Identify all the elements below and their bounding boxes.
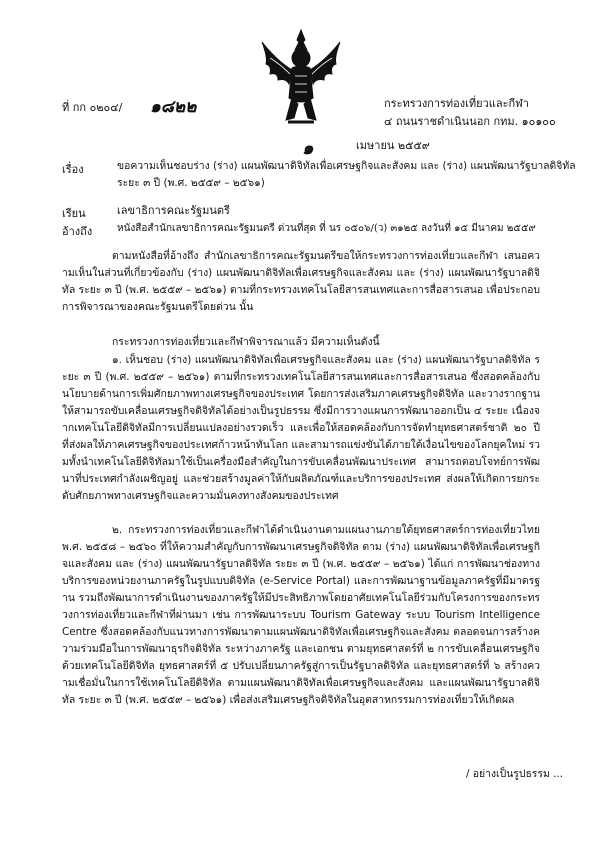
subject-label: เรื่อง xyxy=(62,163,84,176)
to-value: เลขาธิการคณะรัฐมนตรี xyxy=(117,204,230,217)
date-month-year: เมษายน ๒๕๕๙ xyxy=(356,139,430,152)
reference-value: หนังสือสำนักเลขาธิการคณะรัฐมนตรี ด่วนที่สุด ที่ นร ๐๕๐๖/(ว) ๓๑๒๕ ลงวันที่ ๑๕ มีนาคม ๒๕๕๙ xyxy=(117,223,536,234)
continuation-note: / อย่างเป็นรูปธรรม ... xyxy=(466,768,564,780)
document-number-handwritten: ๑๘๒๒ xyxy=(150,97,197,117)
subject-line-2: ระยะ ๓ ปี (พ.ศ. ๒๕๕๙ – ๒๕๖๑) xyxy=(117,177,265,189)
agency-address: ๔ ถนนราชดำเนินนอก กทม. ๑๐๑๐๐ xyxy=(384,115,556,128)
document-number-label: ที่ กก ๐๒๐๔/ xyxy=(62,101,123,114)
to-label: เรียน xyxy=(62,207,86,220)
paragraph-intro: ตามหนังสือที่อ้างถึง สำนักเลขาธิการคณะรัฐมนตรีขอให้กระทรวงการท่องเที่ยวและกีฬา เสนอความเห็นในส่วนที่เกี่ยวข้องกับ (ร่าง) แผนพัฒนาดิจิทัลเพื่อเศรษฐกิจและสังคม และ (ร่าง) แผนพัฒนารัฐบาลดิจิทัล ระยะ ๓ ปี (พ.ศ. ๒๕๕๙ – ๒๕๖๑) ตามที่กระทรวงเทคโนโลยีสารสนเทศและการสื่อสารเสนอ เพื่อประกอบการพิจารณาของคณะรัฐมนตรีโดยด่วน นั้น xyxy=(62,250,540,313)
garuda-emblem-icon xyxy=(258,28,344,128)
date-day-handwritten: ๑ xyxy=(302,138,314,159)
paragraph-opinion-1: ๑. เห็นชอบ (ร่าง) แผนพัฒนาดิจิทัลเพื่อเศรษฐกิจและสังคม และ (ร่าง) แผนพัฒนารัฐบาลดิจิทัล ระยะ ๓ ปี (พ.ศ. ๒๕๕๙ – ๒๕๖๑) ตามที่กระทรวงเทคโนโลยีสารสนเทศและการสื่อสารเสนอ ซึ่งสอดคล้องกับนโยบายด้านการเพิ่มศักยภาพทางเศรษฐกิจของประเทศ โดยการส่งเสริมภาคเศรษฐกิจดิจิทัล และวางรากฐานให้สามารถขับเคลื่อนเศรษฐกิจดิจิทัลได้อย่างเป็นรูปธรรม ซึ่งมีการวางแผนการพัฒนาออกเป็น ๔ ระยะ เนื่องจากเทคโนโลยีดิจิทัลมีการเปลี่ยนแปลงอย่างรวดเร็ว และเพื่อให้สอดคล้องกับการจัดทำยุทธศาสตร์ชาติ ๒๐ ปี ที่ส่งผลให้ภาคเศรษฐกิจของประเทศก้าวหน้าทันโลก และสามารถแข่งขันได้ภายใต้เงื่อนไขของโลกยุคใหม่ รวมทั้งนำเทคโนโลยีดิจิทัลมาใช้เป็นเครื่องมือสำคัญในการขับเคลื่อนพัฒนาประเทศ สามารถตอบโจทย์การพัฒนาที่ประเทศกำลังเผชิญอยู่ และช่วยสร้างมูลค่าให้กับผลิตภัณฑ์และบริการของประเทศ ส่งผลให้เกิดการยกระดับศักยภาพทางเศรษฐกิจและความมั่นคงทางสังคมของประเทศ xyxy=(62,354,540,502)
reference-label: อ้างถึง xyxy=(62,225,93,238)
subject-line-1: ขอความเห็นชอบร่าง (ร่าง) แผนพัฒนาดิจิทัลเพื่อเศรษฐกิจและสังคม และ (ร่าง) แผนพัฒนารัฐบาลดิจิทัล xyxy=(117,160,576,172)
paragraph-opinion-lead: กระทรวงการท่องเที่ยวและกีฬาพิจารณาแล้ว มีความเห็นดังนี้ xyxy=(112,336,380,348)
agency-name: กระทรวงการท่องเที่ยวและกีฬา xyxy=(384,97,529,110)
paragraph-opinion-2: ๒. กระทรวงการท่องเที่ยวและกีฬาได้ดำเนินงานตามแผนงานภายใต้ยุทธศาสตร์การท่องเที่ยวไทย พ.ศ. ๒๕๕๘ – ๒๕๖๐ ที่ให้ความสำคัญกับการพัฒนาเศรษฐกิจดิจิทัล ตาม (ร่าง) แผนพัฒนาดิจิทัลเพื่อเศรษฐกิจและสังคม และ (ร่าง) แผนพัฒนารัฐบาลดิจิทัล ระยะ ๓ ปี (พ.ศ. ๒๕๕๙ – ๒๕๖๑) ได้แก่ การพัฒนาช่องทางบริการของหน่วยงานภาครัฐในรูปแบบดิจิทัล (e-Service Portal) และการพัฒนาฐานข้อมูลภาครัฐที่มีมาตรฐาน รวมถึงพัฒนาการดำเนินงานของภาครัฐให้มีประสิทธิภาพโดยอาศัยเทคโนโลยีร่วมกับโครงการของกระทรวงการท่องเที่ยวและกีฬาที่ผ่านมา เช่น การพัฒนาระบบ Tourism Gateway ระบบ Tourism Intelligence Centre ซึ่งสอดคล้องกับแนวทางการพัฒนาตามแผนพัฒนาดิจิทัลเพื่อเศรษฐกิจและสังคม ตลอดจนการสร้างความร่วมมือในการพัฒนาธุรกิจดิจิทัล ระหว่างภาครัฐ และเอกชน ตามยุทธศาสตร์ที่ ๒ การขับเคลื่อนเศรษฐกิจด้วยเทคโนโลยีดิจิทัล ยุทธศาสตร์ที่ ๕ ปรับเปลี่ยนภาครัฐสู่การเป็นรัฐบาลดิจิทัล และยุทธศาสตร์ที่ ๖ สร้างความเชื่อมั่นในการใช้เทคโนโลยีดิจิทัล ตามแผนพัฒนาดิจิทัลเพื่อเศรษฐกิจและสังคม และแผนพัฒนารัฐบาลดิจิทัล ระยะ ๓ ปี (พ.ศ. ๒๕๕๙ – ๒๕๖๑) เพื่อส่งเสริมเศรษฐกิจดิจิทัลในอุตสาหกรรมการท่องเที่ยวให้เกิดผล xyxy=(62,524,540,706)
